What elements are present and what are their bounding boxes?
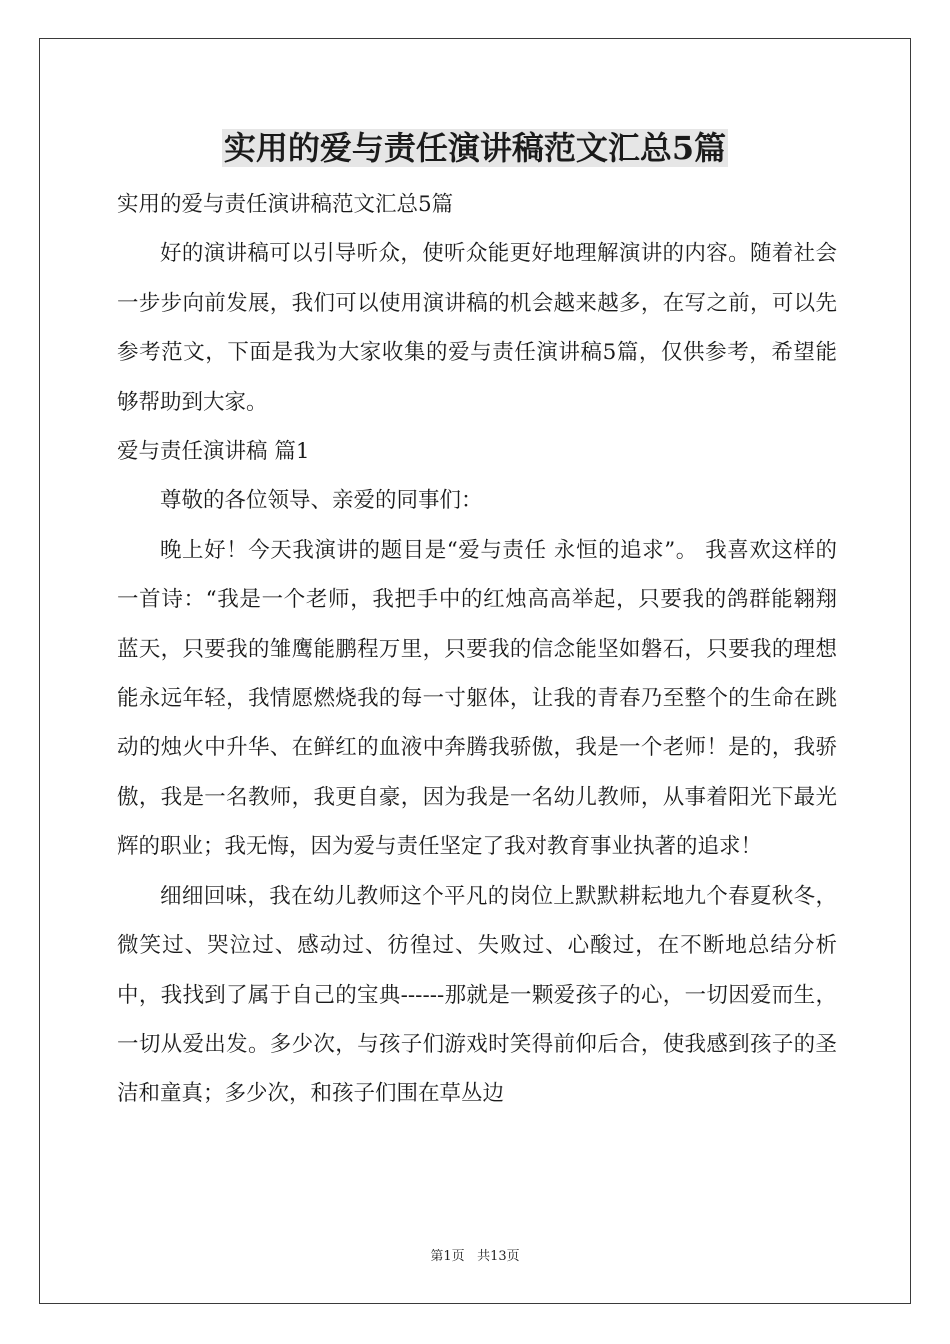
page-total: 共13页 bbox=[477, 1249, 520, 1264]
speech-salutation: 尊敬的各位领导、亲爱的同事们： bbox=[160, 488, 483, 514]
section-heading: 爱与责任演讲稿 篇1 bbox=[117, 439, 310, 465]
document-title bbox=[0, 126, 950, 170]
speech-paragraph: 晚上好！今天我演讲的题目是“爱与责任 永恒的追求”。 我喜欢这样的一首诗：“我是一个老师，我把手中的红烛高高举起，只要我的鸽群能翱翔蓝天，只要我的雏鹰能鹏程万里，只要我的信念能坚如磐石，只要我的理想能永远年轻，我情愿燃烧我的每一寸躯体，让我的青春乃至整个的生命在跳动的烛火中升华、在鲜红的血液中奔腾我骄傲，我是一个老师！是的，我骄傲，我是一名教师，我更自豪，因为我是一名幼儿教师，从事着阳光下最光辉的职业；我无悔，因为爱与责任坚定了我对教育事业执著的追求！ bbox=[117, 537, 837, 860]
intro-paragraph: 好的演讲稿可以引导听众，使听众能更好地理解演讲的内容。随着社会一步步向前发展，我们可以使用演讲稿的机会越来越多，在写之前，可以先参考范文，下面是我为大家收集的爱与责任演讲稿5篇，仅供参考，希望能够帮助到大家。 bbox=[117, 241, 837, 415]
document-subtitle: 实用的爱与责任演讲稿范文汇总5篇 bbox=[117, 192, 454, 217]
document-body bbox=[117, 180, 837, 1119]
page-footer bbox=[0, 1248, 950, 1266]
speech-paragraph: 细细回味，我在幼儿教师这个平凡的岗位上默默耕耘地九个春夏秋冬，微笑过、哭泣过、感动过、彷徨过、失败过、心酸过，在不断地总结分析中，我找到了属于自己的宝典------那就是一颗爱孩子的心，一切因爱而生，一切从爱出发。多少次，与孩子们游戏时笑得前仰后合，使我感到孩子的圣洁和童真；多少次，和孩子们围在草丛边 bbox=[117, 883, 837, 1107]
document-title-text: 实用的爱与责任演讲稿范文汇总5篇 bbox=[223, 129, 727, 167]
page-number: 第1页 bbox=[430, 1249, 465, 1264]
